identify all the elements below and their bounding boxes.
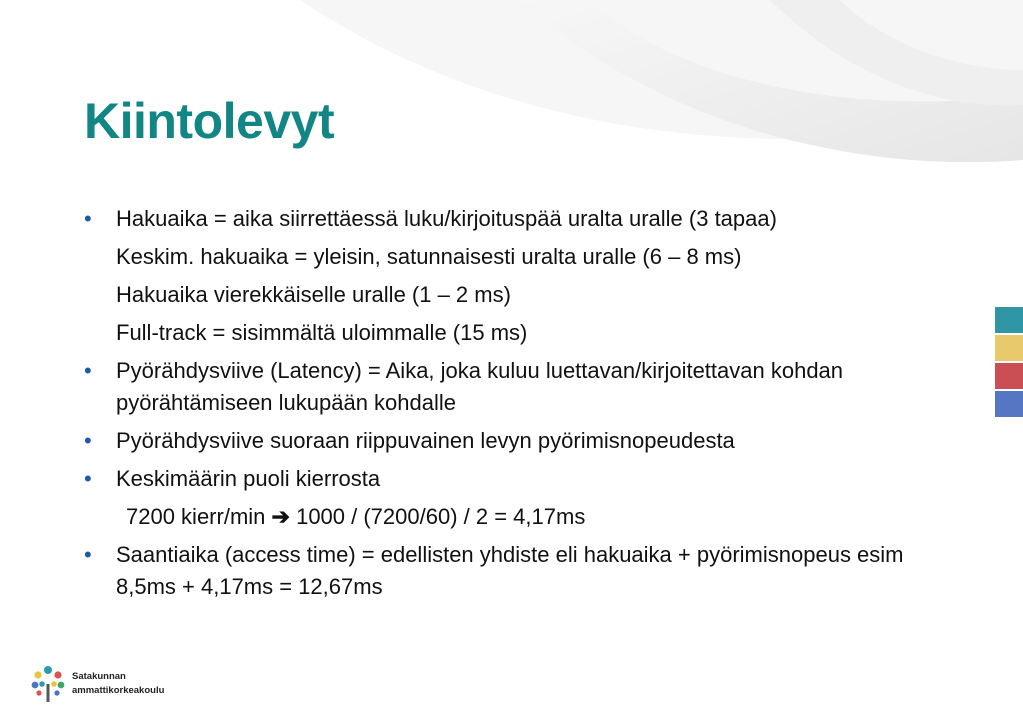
bullet-half-rotation: • Keskimäärin puoli kierrosta <box>84 463 964 495</box>
formula-right: 1000 / (7200/60) / 2 = 4,17ms <box>296 504 586 529</box>
formula-left: 7200 kierr/min <box>126 504 266 529</box>
bullet-access-time: • Saantiaika (access time) = edellisten yhdiste eli hakuaika + pyörimisnopeus esim 8,5ms + 4,17ms = 12,67ms <box>84 539 964 603</box>
logo-line-2: ammattikorkeakoulu <box>72 685 165 696</box>
stripe-yellow <box>995 335 1023 361</box>
slide-title: Kiintolevyt <box>84 93 335 149</box>
bullet-latency: • Pyörähdysviive (Latency) = Aika, joka kuluu luettavan/kirjoitettavan kohdan pyörähtämiseen lukupään kohdalle <box>84 355 964 419</box>
arrow-right-icon: ➔ <box>271 504 290 529</box>
slide-body <box>84 203 964 609</box>
tree-logo-icon <box>30 664 66 704</box>
logo-line-1: Satakunnan <box>72 671 126 682</box>
formula-line <box>84 501 964 533</box>
bullet-seek-time: • Hakuaika = aika siirrettäessä luku/kirjoituspää uralta uralle (3 tapaa) <box>84 203 964 235</box>
bullet-latency-dependency: • Pyörähdysviive suoraan riippuvainen levyn pyörimisnopeudesta <box>84 425 964 457</box>
logo-text <box>72 670 164 698</box>
sub-full-track: Full-track = sisimmältä uloimmalle (15 ms) <box>116 320 528 345</box>
stripe-blue <box>995 391 1023 417</box>
stripe-teal <box>995 307 1023 333</box>
color-stripes <box>995 307 1023 419</box>
stripe-red <box>995 363 1023 389</box>
samk-logo <box>30 664 164 704</box>
sub-adjacent-seek: Hakuaika vierekkäiselle uralle (1 – 2 ms) <box>116 282 511 307</box>
sub-average-seek: Keskim. hakuaika = yleisin, satunnaisesti uralta uralle (6 – 8 ms) <box>116 244 742 269</box>
